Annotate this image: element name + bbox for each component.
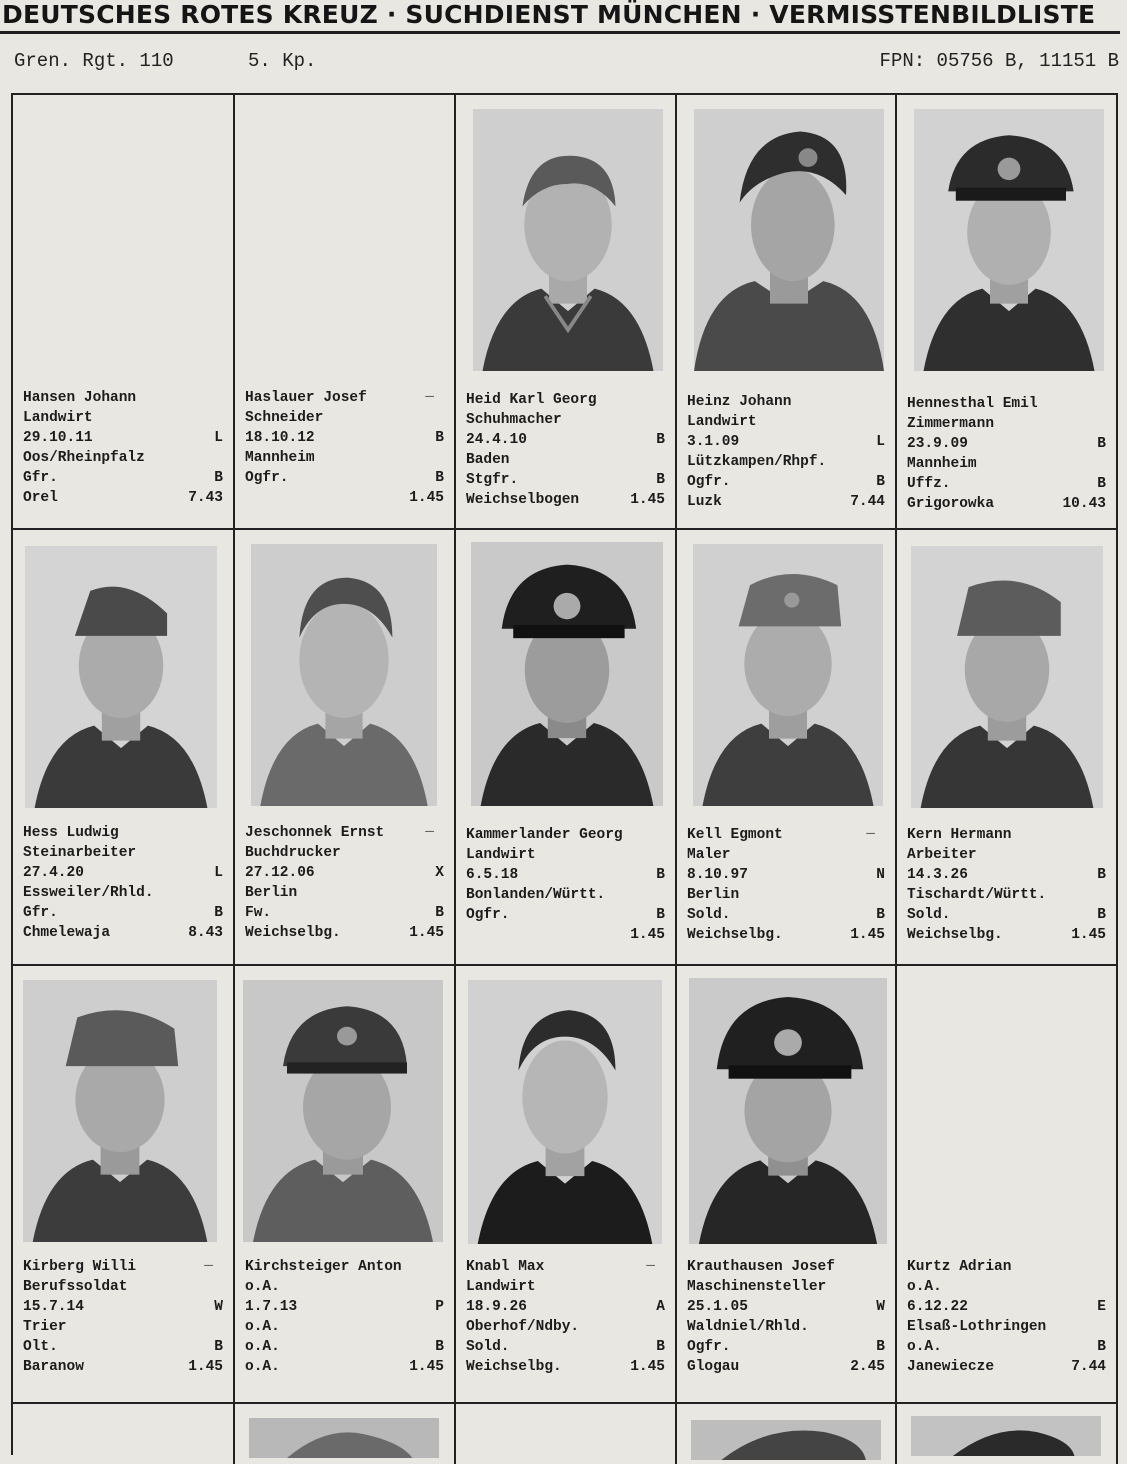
person-info (245, 1257, 444, 1377)
person-info (245, 384, 444, 508)
name-line (466, 825, 665, 845)
rank-code: B (656, 907, 665, 923)
person-info (245, 819, 444, 943)
portrait-photo (251, 544, 437, 806)
last-seen-place: Luzk (687, 494, 722, 510)
place-line (23, 448, 223, 468)
header-divider (0, 31, 1120, 34)
name-line (687, 392, 885, 412)
birth-place: o.A. (245, 1319, 280, 1335)
person-info (466, 825, 665, 945)
birth-place: Waldniel/Rhld. (687, 1319, 809, 1335)
name-line (687, 825, 885, 845)
person-name: Kern Hermann (907, 827, 1012, 843)
birth-date: 24.4.10 (466, 432, 527, 448)
missing-date: 7.44 (1071, 1359, 1106, 1375)
person-profession: Landwirt (466, 1279, 536, 1295)
person-rank: Gfr. (23, 905, 58, 921)
birth-line (23, 863, 223, 883)
person-card (677, 530, 897, 964)
birth-code: B (435, 430, 444, 446)
name-line (466, 390, 665, 410)
missing-date: 1.45 (630, 492, 665, 508)
birth-line (23, 428, 223, 448)
birth-place: Baden (466, 452, 510, 468)
person-profession: Steinarbeiter (23, 845, 137, 861)
rank-code: B (435, 905, 444, 921)
person-card (456, 966, 677, 1402)
portrait-photo (914, 109, 1104, 371)
portrait-photo (25, 546, 217, 808)
missing-date: 1.45 (850, 927, 885, 943)
person-card (677, 1404, 897, 1464)
birth-code: B (656, 432, 665, 448)
last-seen-place: Weichselbg. (466, 1359, 562, 1375)
company-label: 5. Kp. (248, 50, 317, 72)
person-card (13, 966, 235, 1402)
person-info (23, 388, 223, 508)
last-seen-place: Chmelewaja (23, 925, 111, 941)
person-info (687, 821, 885, 945)
place-line (466, 885, 665, 905)
rank-code: B (656, 1339, 665, 1355)
person-name: Kammerlander Georg (466, 827, 623, 843)
birth-place: Berlin (687, 887, 740, 903)
last-seen-line (687, 925, 885, 945)
birth-date: 29.10.11 (23, 430, 93, 446)
person-name: Heid Karl Georg (466, 392, 597, 408)
person-name: Kirberg Willi (23, 1259, 137, 1275)
rank-code: B (1097, 907, 1106, 923)
portrait-photo (694, 109, 884, 371)
person-rank: Ogfr. (687, 474, 731, 490)
person-name: Hansen Johann (23, 390, 137, 406)
dash-mark: _ (646, 1253, 655, 1269)
birth-place: Oos/Rheinpfalz (23, 450, 145, 466)
profession-line (907, 845, 1106, 865)
name-line (907, 1257, 1106, 1277)
profession-line (687, 845, 885, 865)
profession-line (466, 410, 665, 430)
rank-code: B (214, 1339, 223, 1355)
birth-place: Berlin (245, 885, 298, 901)
birth-place: Elsaß-Lothringen (907, 1319, 1047, 1335)
birth-date: 6.5.18 (466, 867, 519, 883)
name-line (23, 388, 223, 408)
birth-code: B (1097, 436, 1106, 452)
birth-date: 27.4.20 (23, 865, 84, 881)
person-info (23, 1253, 223, 1377)
grid-row (13, 95, 1118, 530)
profession-line (245, 843, 444, 863)
person-profession: o.A. (245, 1279, 280, 1295)
birth-place: Bonlanden/Württ. (466, 887, 606, 903)
profession-line (907, 414, 1106, 434)
portrait-photo (693, 544, 883, 806)
last-seen-line (466, 925, 665, 945)
rank-line (687, 472, 885, 492)
profession-line (466, 845, 665, 865)
person-rank: Sold. (466, 1339, 510, 1355)
rank-code: B (876, 907, 885, 923)
birth-place: Mannheim (907, 456, 977, 472)
person-name: Haslauer Josef (245, 390, 367, 406)
person-name: Kurtz Adrian (907, 1259, 1012, 1275)
profession-line (245, 408, 444, 428)
last-seen-place: Grigorowka (907, 496, 995, 512)
birth-line (245, 428, 444, 448)
person-rank: Uffz. (907, 476, 951, 492)
person-card (897, 966, 1118, 1402)
birth-code: E (1097, 1299, 1106, 1315)
last-seen-line (466, 490, 665, 510)
birth-place: Essweiler/Rhld. (23, 885, 154, 901)
rank-code: B (214, 905, 223, 921)
person-name: Krauthausen Josef (687, 1259, 835, 1275)
person-card (456, 530, 677, 964)
missing-date: 8.43 (188, 925, 223, 941)
portrait-photo (23, 980, 217, 1242)
rank-line (687, 1337, 885, 1357)
person-card (456, 95, 677, 528)
profession-line (23, 843, 223, 863)
birth-place: Lützkampen/Rhpf. (687, 454, 827, 470)
rank-line (466, 470, 665, 490)
birth-date: 3.1.09 (687, 434, 740, 450)
person-card (456, 1404, 677, 1464)
last-seen-line (23, 1357, 223, 1377)
person-info (687, 1257, 885, 1377)
name-line (687, 1257, 885, 1277)
last-seen-place: Janewiecze (907, 1359, 995, 1375)
missing-date: 1.45 (409, 925, 444, 941)
rank-code: B (1097, 476, 1106, 492)
birth-code: W (876, 1299, 885, 1315)
name-line (245, 1257, 444, 1277)
person-card (235, 530, 456, 964)
birth-line (907, 434, 1106, 454)
rank-line (907, 905, 1106, 925)
dash-mark: _ (204, 1253, 213, 1269)
profession-line (687, 1277, 885, 1297)
portrait-photo (471, 542, 663, 806)
missing-date: 10.43 (1062, 496, 1106, 512)
name-line (23, 1257, 223, 1277)
name-line (907, 394, 1106, 414)
place-line (687, 1317, 885, 1337)
profession-line (245, 1277, 444, 1297)
rank-line (245, 903, 444, 923)
birth-place: Tischardt/Württ. (907, 887, 1047, 903)
birth-date: 18.10.12 (245, 430, 315, 446)
birth-code: B (656, 867, 665, 883)
dash-mark: _ (425, 384, 434, 400)
person-rank: Olt. (23, 1339, 58, 1355)
last-seen-line (245, 923, 444, 943)
person-info (907, 1257, 1106, 1377)
rank-code: B (656, 472, 665, 488)
person-rank: Gfr. (23, 470, 58, 486)
birth-place: Mannheim (245, 450, 315, 466)
person-card (13, 530, 235, 964)
last-seen-place: Weichselbg. (245, 925, 341, 941)
person-card (13, 95, 235, 528)
missing-persons-grid (11, 93, 1118, 1455)
name-line (466, 1257, 665, 1277)
person-profession: Berufssoldat (23, 1279, 128, 1295)
birth-code: L (214, 430, 223, 446)
birth-line (907, 1297, 1106, 1317)
birth-date: 23.9.09 (907, 436, 968, 452)
birth-code: W (214, 1299, 223, 1315)
person-info (907, 825, 1106, 945)
person-profession: Landwirt (23, 410, 93, 426)
person-rank: Ogfr. (245, 470, 289, 486)
name-line (245, 823, 444, 843)
place-line (23, 1317, 223, 1337)
rank-line (687, 905, 885, 925)
person-card (235, 1404, 456, 1464)
grid-row (13, 966, 1118, 1404)
portrait-photo (243, 980, 443, 1242)
person-rank: Fw. (245, 905, 272, 921)
person-card (897, 95, 1118, 528)
birth-code: N (876, 867, 885, 883)
person-profession: Schuhmacher (466, 412, 562, 428)
last-seen-place: Baranow (23, 1359, 84, 1375)
person-profession: Zimmermann (907, 416, 995, 432)
missing-date: 1.45 (630, 927, 665, 943)
last-seen-line (687, 492, 885, 512)
document-title: DEUTSCHES ROTES KREUZ · SUCHDIENST MÜNCHEN · VERMISSTENBILDLISTE (2, 0, 1096, 29)
missing-date: 2.45 (850, 1359, 885, 1375)
person-card (235, 966, 456, 1402)
last-seen-line (466, 1357, 665, 1377)
rank-code: B (1097, 1339, 1106, 1355)
rank-line (23, 903, 223, 923)
person-profession: Arbeiter (907, 847, 977, 863)
birth-place: Oberhof/Ndby. (466, 1319, 580, 1335)
last-seen-place: Glogau (687, 1359, 740, 1375)
place-line (23, 883, 223, 903)
person-profession: Maler (687, 847, 731, 863)
person-rank: o.A. (245, 1339, 280, 1355)
person-profession: Landwirt (466, 847, 536, 863)
last-seen-place: o.A. (245, 1359, 280, 1375)
last-seen-line (907, 925, 1106, 945)
person-card (897, 1404, 1118, 1464)
person-profession: o.A. (907, 1279, 942, 1295)
missing-date: 1.45 (630, 1359, 665, 1375)
last-seen-line (245, 1357, 444, 1377)
person-card (13, 1404, 235, 1464)
fieldpost-number: FPN: 05756 B, 11151 B (879, 50, 1119, 72)
last-seen-place: Weichselbg. (687, 927, 783, 943)
rank-line (907, 1337, 1106, 1357)
person-card (677, 966, 897, 1402)
birth-date: 8.10.97 (687, 867, 748, 883)
place-line (466, 450, 665, 470)
portrait-photo (468, 980, 662, 1244)
person-rank: Sold. (687, 907, 731, 923)
place-line (466, 1317, 665, 1337)
last-seen-place: Weichselbogen (466, 492, 580, 508)
grid-row (13, 1404, 1118, 1464)
person-info (466, 1253, 665, 1377)
rank-line (245, 468, 444, 488)
birth-line (687, 432, 885, 452)
person-info (687, 392, 885, 512)
person-name: Knabl Max (466, 1259, 545, 1275)
place-line (245, 448, 444, 468)
last-seen-line (245, 488, 444, 508)
person-card (235, 95, 456, 528)
place-line (245, 1317, 444, 1337)
birth-line (466, 1297, 665, 1317)
rank-line (245, 1337, 444, 1357)
profession-line (466, 1277, 665, 1297)
birth-line (907, 865, 1106, 885)
place-line (907, 1317, 1106, 1337)
missing-date: 1.45 (1071, 927, 1106, 943)
rank-code: B (876, 1339, 885, 1355)
portrait-photo (911, 546, 1103, 808)
person-name: Heinz Johann (687, 394, 792, 410)
birth-line (245, 1297, 444, 1317)
place-line (907, 454, 1106, 474)
missing-date: 1.45 (409, 490, 444, 506)
last-seen-line (907, 494, 1106, 514)
birth-date: 14.3.26 (907, 867, 968, 883)
person-name: Jeschonnek Ernst (245, 825, 385, 841)
person-rank: Stgfr. (466, 472, 519, 488)
birth-date: 18.9.26 (466, 1299, 527, 1315)
birth-code: B (1097, 867, 1106, 883)
rank-line (23, 1337, 223, 1357)
person-profession: Maschinensteller (687, 1279, 827, 1295)
portrait-photo (911, 1416, 1101, 1456)
birth-line (23, 1297, 223, 1317)
rank-code: B (435, 1339, 444, 1355)
person-rank: o.A. (907, 1339, 942, 1355)
portrait-photo (473, 109, 663, 371)
missing-date: 7.43 (188, 490, 223, 506)
rank-code: B (435, 470, 444, 486)
person-rank: Sold. (907, 907, 951, 923)
person-rank: Ogfr. (687, 1339, 731, 1355)
portrait-photo (691, 1420, 881, 1460)
profession-line (23, 408, 223, 428)
place-line (687, 452, 885, 472)
person-name: Hess Ludwig (23, 825, 119, 841)
rank-line (23, 468, 223, 488)
portrait-photo (249, 1418, 439, 1458)
birth-code: A (656, 1299, 665, 1315)
profession-line (907, 1277, 1106, 1297)
rank-code: B (214, 470, 223, 486)
missing-date: 7.44 (850, 494, 885, 510)
birth-code: X (435, 865, 444, 881)
last-seen-line (687, 1357, 885, 1377)
birth-code: P (435, 1299, 444, 1315)
profession-line (687, 412, 885, 432)
person-profession: Schneider (245, 410, 324, 426)
last-seen-place: Weichselbg. (907, 927, 1003, 943)
name-line (245, 388, 444, 408)
grid-row (13, 530, 1118, 966)
person-profession: Buchdrucker (245, 845, 341, 861)
name-line (907, 825, 1106, 845)
profession-line (23, 1277, 223, 1297)
place-line (245, 883, 444, 903)
person-name: Kirchsteiger Anton (245, 1259, 402, 1275)
birth-date: 6.12.22 (907, 1299, 968, 1315)
birth-code: L (876, 434, 885, 450)
place-line (687, 885, 885, 905)
person-profession: Landwirt (687, 414, 757, 430)
missing-date: 1.45 (188, 1359, 223, 1375)
birth-line (466, 430, 665, 450)
rank-line (466, 905, 665, 925)
last-seen-line (23, 488, 223, 508)
birth-date: 27.12.06 (245, 865, 315, 881)
person-info (23, 823, 223, 943)
person-info (466, 390, 665, 510)
missing-date: 1.45 (409, 1359, 444, 1375)
dash-mark: _ (866, 821, 875, 837)
last-seen-line (907, 1357, 1106, 1377)
rank-code: B (876, 474, 885, 490)
person-name: Hennesthal Emil (907, 396, 1038, 412)
regiment-label: Gren. Rgt. 110 (14, 50, 174, 72)
person-rank: Ogfr. (466, 907, 510, 923)
last-seen-line (23, 923, 223, 943)
person-card (897, 530, 1118, 964)
person-card (677, 95, 897, 528)
birth-code: L (214, 865, 223, 881)
person-name: Kell Egmont (687, 827, 783, 843)
person-info (907, 394, 1106, 514)
name-line (23, 823, 223, 843)
birth-date: 25.1.05 (687, 1299, 748, 1315)
birth-line (245, 863, 444, 883)
birth-place: Trier (23, 1319, 67, 1335)
portrait-photo (689, 978, 887, 1244)
birth-line (687, 1297, 885, 1317)
birth-date: 15.7.14 (23, 1299, 84, 1315)
dash-mark: _ (425, 819, 434, 835)
place-line (907, 885, 1106, 905)
last-seen-place: Orel (23, 490, 58, 506)
rank-line (907, 474, 1106, 494)
rank-line (466, 1337, 665, 1357)
birth-line (466, 865, 665, 885)
birth-date: 1.7.13 (245, 1299, 298, 1315)
birth-line (687, 865, 885, 885)
